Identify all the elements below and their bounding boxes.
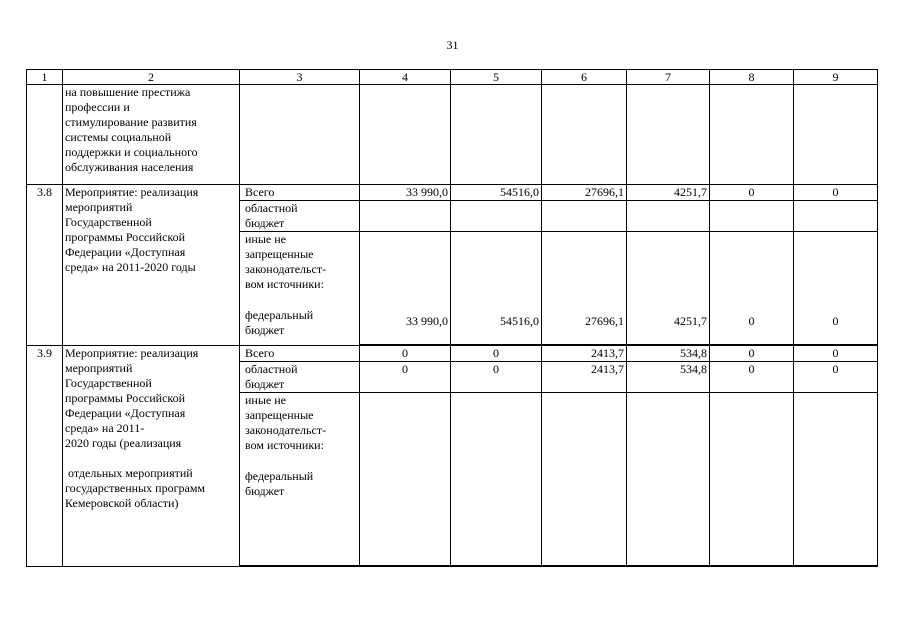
header-cell: 4	[360, 70, 451, 85]
source-regional: областной бюджет	[240, 361, 360, 392]
header-cell: 2	[63, 70, 240, 85]
activity-title: Мероприятие: реализация мероприятий Государственной программы Российской Федерации «Доступная среда» на 2011-2020 годы	[63, 185, 240, 346]
value-cell: 0	[451, 345, 542, 361]
source-other: иные не запрещенные законодательст- вом источники: федеральный бюджет	[240, 392, 360, 565]
header-cell: 1	[27, 70, 63, 85]
value-cell: 534,8	[627, 345, 710, 361]
value-cell: 54516,0	[451, 232, 542, 345]
row-number: 3.8	[27, 185, 63, 346]
continuation-text: на повышение престижа профессии и стимулирование развития системы социальной поддержки и социального обслуживания населения	[63, 85, 240, 185]
source-total: Всего	[240, 345, 360, 361]
value-cell: 27696,1	[542, 185, 627, 201]
source-regional: областной бюджет	[240, 201, 360, 232]
activity-title: Мероприятие: реализация мероприятий Государственной программы Российской Федерации «Доступная среда» на 2011- 2020 годы (реализация отдельных мероприятий государственных программ Кемеровской области)	[63, 345, 240, 566]
table-row	[27, 345, 878, 361]
budget-table	[26, 69, 878, 567]
value-cell: 0	[710, 361, 794, 392]
value-cell: 0	[360, 345, 451, 361]
table-row	[27, 185, 878, 201]
table-row	[27, 85, 878, 185]
value-cell: 0	[794, 361, 878, 392]
value-cell: 0	[710, 232, 794, 345]
header-cell: 7	[627, 70, 710, 85]
row-number: 3.9	[27, 345, 63, 566]
source-other: иные не запрещенные законодательст- вом источники: федеральный бюджет	[240, 232, 360, 345]
value-cell: 0	[451, 361, 542, 392]
value-cell: 4251,7	[627, 185, 710, 201]
value-cell: 33 990,0	[360, 232, 451, 345]
value-cell: 27696,1	[542, 232, 627, 345]
header-cell: 8	[710, 70, 794, 85]
value-cell: 0	[710, 185, 794, 201]
header-row	[27, 70, 878, 85]
value-cell: 4251,7	[627, 232, 710, 345]
header-cell: 9	[794, 70, 878, 85]
value-cell: 0	[794, 232, 878, 345]
value-cell: 2413,7	[542, 361, 627, 392]
value-cell: 0	[794, 185, 878, 201]
value-cell: 0	[794, 345, 878, 361]
header-cell: 5	[451, 70, 542, 85]
header-cell: 3	[240, 70, 360, 85]
source-total: Всего	[240, 185, 360, 201]
header-cell: 6	[542, 70, 627, 85]
value-cell: 0	[710, 345, 794, 361]
value-cell: 534,8	[627, 361, 710, 392]
value-cell: 33 990,0	[360, 185, 451, 201]
value-cell: 0	[360, 361, 451, 392]
value-cell: 2413,7	[542, 345, 627, 361]
value-cell: 54516,0	[451, 185, 542, 201]
page-number: 31	[446, 38, 459, 52]
